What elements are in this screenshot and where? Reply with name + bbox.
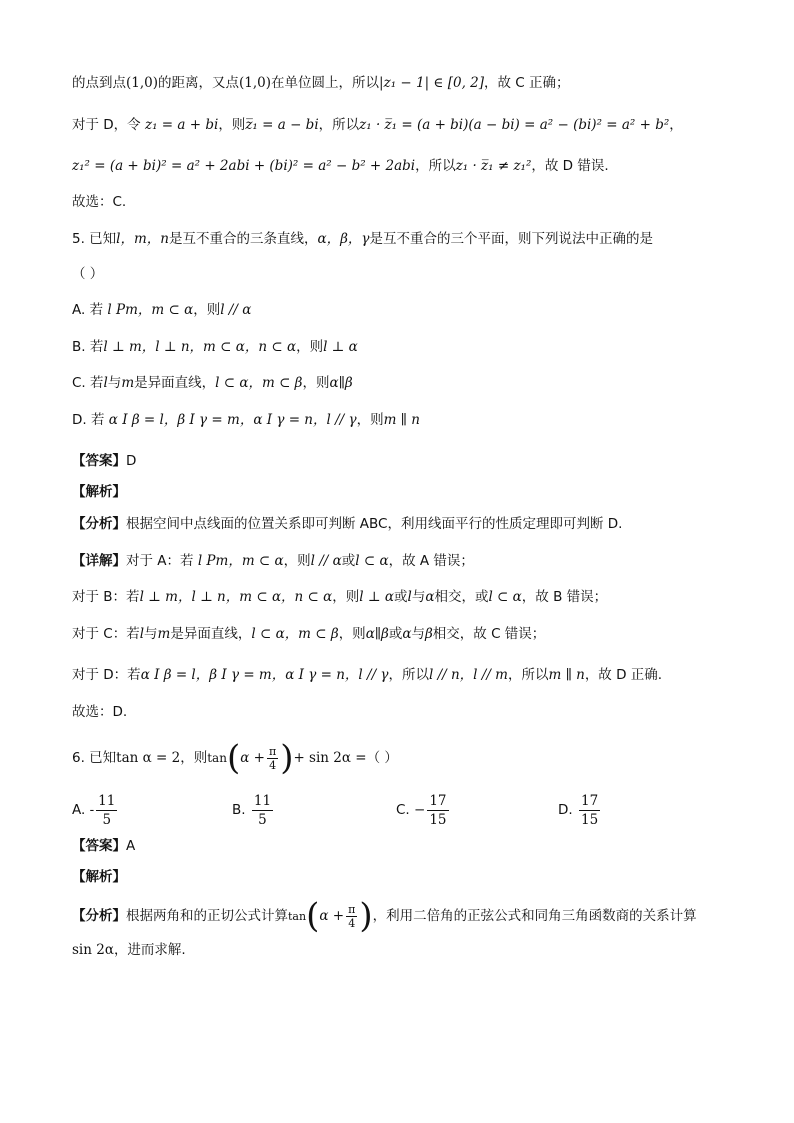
math: sin 2α <box>72 942 114 958</box>
numerator: π <box>348 902 356 916</box>
math: + sin 2α = <box>293 750 367 766</box>
answer-tag: 【答案】 <box>72 838 126 854</box>
q5-option-a <box>72 300 251 320</box>
q6-options <box>72 790 732 830</box>
math: l ⊂ α，m ⊂ β <box>215 375 303 391</box>
text: 或 <box>394 589 408 605</box>
q5-stem <box>72 229 653 249</box>
math: m <box>157 626 171 642</box>
answer-tag: 【答案】 <box>72 453 126 469</box>
math: α + <box>319 908 345 924</box>
text: ，则 <box>218 117 246 133</box>
math: m ∥ n <box>383 412 420 428</box>
text: 的距离，又点 <box>158 75 240 91</box>
q5-answer <box>72 451 136 471</box>
text: ，则 <box>283 553 311 569</box>
math: l // α <box>310 553 342 569</box>
fraction-pi-4 <box>346 903 357 930</box>
text: 与 <box>107 375 122 391</box>
text: 5. 已知 <box>72 231 117 247</box>
text: 或 <box>341 553 356 569</box>
q6-option-b <box>232 790 275 830</box>
text: 是异面直线， <box>134 375 216 391</box>
text: ，所以 <box>415 158 456 174</box>
text: 对于 B：若 <box>72 589 140 605</box>
q6-analysis-tag: 【解析】 <box>72 869 126 885</box>
q5-option-b <box>72 337 358 357</box>
text: 对于 C：若 <box>72 626 140 642</box>
text: ，故 D 错误. <box>531 158 609 174</box>
denominator: 4 <box>269 758 277 772</box>
fenxi-tag: 【分析】 <box>72 908 126 924</box>
text: B. 若 <box>72 339 104 355</box>
text: 6. 已知 <box>72 750 117 766</box>
math: l ⊥ m，l ⊥ n，m ⊂ α，n ⊂ α <box>103 339 297 355</box>
q5-fenxi <box>72 514 622 534</box>
text: ，故 B 错误； <box>521 589 608 605</box>
math: z̅₁ = a − bi <box>245 117 319 133</box>
q5-analysis-tag: 【解析】 <box>72 484 126 500</box>
math: l ⊂ α <box>355 553 389 569</box>
fraction <box>96 792 117 829</box>
q6-option-d <box>558 790 602 830</box>
text: ，进而求解. <box>113 942 186 958</box>
paren-right: ) <box>359 896 373 936</box>
text: 与 <box>411 589 426 605</box>
fraction-pi-4 <box>267 745 278 772</box>
text: ，所以 <box>318 117 360 133</box>
text: 根据空间中点线面的位置关系即可判断 ABC，利用线面平行的性质定理即可判断 D. <box>126 516 623 532</box>
math: α∥β <box>329 375 353 391</box>
text: 是互不重合的三个平面，则下列说法中正确的是 <box>369 231 653 247</box>
numerator: 17 <box>580 792 599 809</box>
q5-option-d <box>72 410 420 430</box>
math: l ⊂ α <box>488 589 522 605</box>
math: α，β，γ <box>317 231 370 247</box>
math: tan <box>207 751 227 765</box>
math: l <box>407 589 412 605</box>
q6-option-a <box>72 790 119 830</box>
minus-sign: − <box>414 802 426 818</box>
q5-choice: 故选：D. <box>72 704 128 720</box>
paren-left: ( <box>306 896 320 936</box>
math: z₁ · z̅₁ ≠ z₁² <box>455 158 532 174</box>
numerator: 11 <box>253 792 272 809</box>
paren-left: ( <box>226 738 241 778</box>
text: 的点到点 <box>72 75 126 91</box>
text: 在单位圆上，所以 <box>271 75 380 91</box>
math: l <box>103 375 108 391</box>
text: ，则 <box>302 375 330 391</box>
text: 根据两角和的正切公式计算 <box>126 908 288 924</box>
q5-xiangjie-a <box>72 551 474 571</box>
text: 相交，故 C 错误； <box>432 626 546 642</box>
text: ，则 <box>193 302 221 318</box>
text: 对于 A：若 <box>126 553 194 569</box>
q5-option-c <box>72 373 353 393</box>
answer-value: A <box>126 838 136 854</box>
numerator: 17 <box>429 792 447 809</box>
text: ，则 <box>338 626 366 642</box>
q6-stem <box>72 738 398 778</box>
text: ，所以 <box>507 667 549 683</box>
math: l // α <box>220 302 252 318</box>
text: ，所以 <box>388 667 429 683</box>
math: l ⊥ α <box>359 589 394 605</box>
text: ，利用二倍角的正弦公式和同角三角函数商的关系计算 <box>372 908 697 924</box>
solution-line-2 <box>72 115 683 135</box>
text: ，故 D 正确. <box>584 667 663 683</box>
fenxi-tag: 【分析】 <box>72 516 126 532</box>
math: m <box>121 375 135 391</box>
solution-line-3 <box>72 156 609 176</box>
q6-fenxi <box>72 896 697 936</box>
text: ， <box>669 117 683 133</box>
math: z₁ · z̅₁ = (a + bi)(a − bi) = a² − (bi)² = a² + b² <box>359 117 670 133</box>
text: 与 <box>144 626 158 642</box>
denominator: 15 <box>580 811 599 828</box>
numerator: π <box>268 744 277 758</box>
math: l ⊂ α，m ⊂ β <box>251 626 339 642</box>
math: α∥β <box>365 626 389 642</box>
math: β <box>424 626 433 642</box>
denominator: 5 <box>102 811 112 828</box>
denominator: 15 <box>429 811 447 828</box>
text: 或 <box>388 626 403 642</box>
paren-right: ) <box>280 738 294 778</box>
math: |z₁ − 1| ∈ [0, 2] <box>379 75 485 91</box>
math: α I β = l，β I γ = m，α I γ = n，l // γ <box>140 667 389 683</box>
text: D. 若 <box>72 412 105 428</box>
math: (1,0) <box>126 75 159 91</box>
solution-line-1 <box>72 73 570 93</box>
q5-paren: （ ） <box>72 266 104 282</box>
text: 是互不重合的三条直线， <box>169 231 318 247</box>
option-label: A. <box>72 802 86 818</box>
math: tan <box>288 910 307 923</box>
math: l，m，n <box>116 231 169 247</box>
math: l Pm，m ⊂ α <box>197 553 284 569</box>
math: l ⊥ α <box>323 339 358 355</box>
text: 与 <box>411 626 425 642</box>
numerator: 11 <box>98 792 116 809</box>
math: l <box>139 626 145 642</box>
text: ，则 <box>180 750 208 766</box>
math: l Pm，m ⊂ α <box>107 302 194 318</box>
text: A. 若 <box>72 302 104 318</box>
answer-value: D <box>126 453 137 469</box>
math: α <box>425 589 435 605</box>
text: C. 若 <box>72 375 104 391</box>
math: α <box>402 626 412 642</box>
text: ，故 A 错误； <box>388 553 474 569</box>
text: ，则 <box>332 589 360 605</box>
xiangjie-tag: 【详解】 <box>72 553 126 569</box>
fraction <box>252 792 273 829</box>
text: 相交，或 <box>434 589 489 605</box>
math: (1,0) <box>239 75 272 91</box>
q5-xiangjie-d <box>72 665 662 685</box>
fraction <box>427 792 448 829</box>
text: ，故 C 正确； <box>484 75 570 91</box>
q6-fenxi-cont <box>72 940 186 960</box>
denominator: 4 <box>348 916 356 930</box>
text: ，则 <box>296 339 324 355</box>
minus-sign: - <box>89 802 95 818</box>
math: tan α = 2 <box>116 750 181 766</box>
text: ，则 <box>356 412 384 428</box>
option-label: C. <box>396 802 410 818</box>
q6-option-c <box>396 790 451 830</box>
math: l // n，l // m <box>428 667 508 683</box>
math: m ∥ n <box>548 667 585 683</box>
q5-xiangjie-c <box>72 624 545 644</box>
text: 是异面直线， <box>170 626 252 642</box>
q5-xiangjie-b <box>72 587 607 607</box>
choice-line: 故选：C. <box>72 194 127 210</box>
text: 对于 D，令 <box>72 117 141 133</box>
math: α I β = l，β I γ = m，α I γ = n，l // γ <box>108 412 357 428</box>
text: （ ） <box>366 750 398 766</box>
denominator: 5 <box>258 811 267 828</box>
option-label: D. <box>558 802 573 818</box>
math: l ⊥ m，l ⊥ n，m ⊂ α，n ⊂ α <box>139 589 333 605</box>
math: α + <box>240 750 265 766</box>
q6-answer <box>72 836 135 856</box>
fraction <box>579 792 600 829</box>
math: z₁ = a + bi <box>144 117 219 133</box>
text: 对于 D：若 <box>72 667 141 683</box>
option-label: B. <box>232 802 246 818</box>
math: z₁² = (a + bi)² = a² + 2abi + (bi)² = a² − b² + 2abi <box>72 158 416 174</box>
